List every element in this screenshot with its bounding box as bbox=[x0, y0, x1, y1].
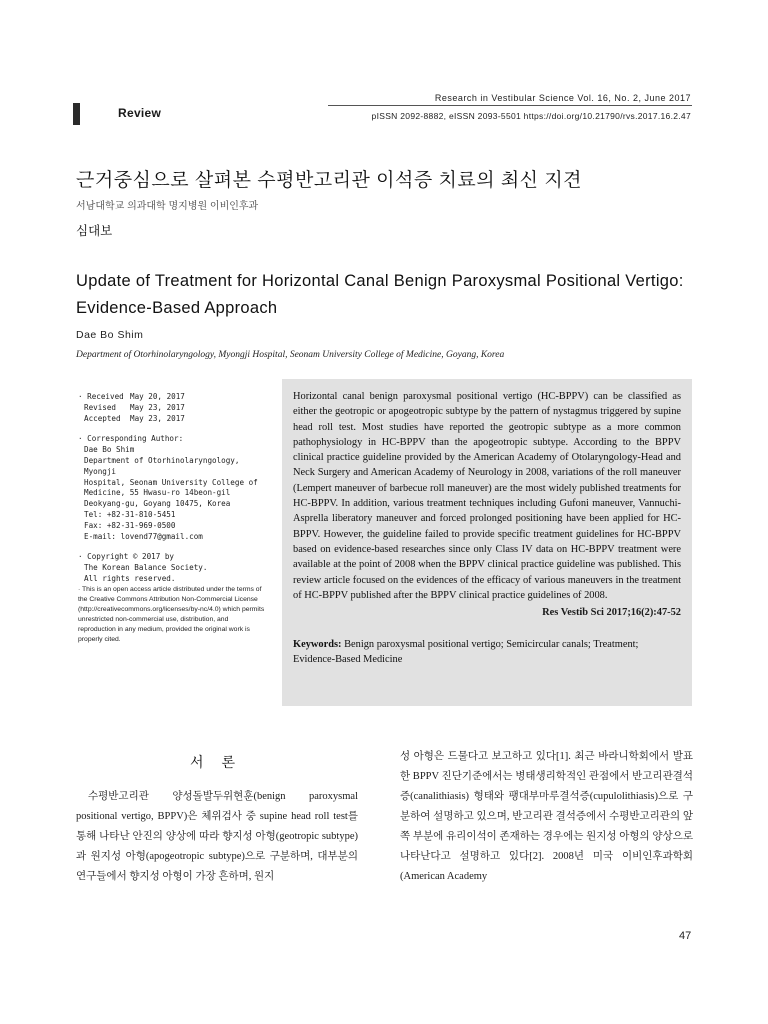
corresponding-tel: Tel: +82-31-810-5451 bbox=[84, 509, 176, 519]
korean-title: 근거중심으로 살펴본 수평반고리관 이석증 치료의 최신 지견 bbox=[76, 170, 583, 191]
revised-date: May 23, 2017 bbox=[130, 402, 185, 412]
english-author: Dae Bo Shim bbox=[76, 329, 144, 341]
section-marker-bar bbox=[73, 103, 80, 125]
section-heading: 서론 bbox=[190, 754, 254, 770]
received-date: May 20, 2017 bbox=[130, 392, 185, 401]
corresponding-address: Medicine, 55 Hwasu-ro 14beon-gil bbox=[84, 488, 231, 498]
korean-affiliation: 서남대학교 의과대학 명지병원 이비인후과 bbox=[76, 201, 259, 212]
received-label: · Received bbox=[78, 392, 124, 401]
corresponding-name: Dae Bo Shim bbox=[84, 445, 135, 455]
body-left-column: 수평반고리관 양성돌발두위현훈(benign paroxysmal positional vertigo, BPPV)은 체위검사 중 supine head roll test를 통해 나타난 안진의 양상에 따라 향지성 아형(geotropic subtype)과 원지성 아형(apogeotropic subtype)으로 구분하며, 대부분의 연구들에서 향지성 아형이 가장 흔하며, 원지 bbox=[76, 791, 358, 882]
copyright-line: · Copyright © 2017 by bbox=[78, 552, 175, 562]
corresponding-address: Hospital, Seonam University College of bbox=[84, 477, 258, 487]
section-label: Review bbox=[118, 106, 162, 120]
citation: Res Vestib Sci 2017;16(2):47-52 bbox=[542, 607, 681, 619]
keywords-list: Benign paroxysmal positional vertigo; Semicircular canals; Treatment; Evidence-Based Medicine bbox=[293, 639, 639, 666]
issn-doi: pISSN 2092-8882, eISSN 2093-5501 https://doi.org/10.21790/rvs.2017.16.2.47 bbox=[371, 111, 691, 121]
header-divider bbox=[328, 105, 692, 106]
license-text: · This is an open access article distributed under the terms of the Creative Commons Attribution Non-Commercial License (http://creativecommons.org/licenses/by-nc/4.0) which permits unrestricted non-commercial use, distribution, and reproduction in any medium, provided the original work is properly cited. bbox=[78, 585, 265, 643]
corresponding-email: E-mail: lovend77@gmail.com bbox=[84, 531, 203, 541]
journal-info: Research in Vestibular Science Vol. 16, No. 2, June 2017 bbox=[434, 93, 691, 103]
english-affiliation: Department of Otorhinolaryngology, Myongji Hospital, Seonam University College of Medicine, Goyang, Korea bbox=[76, 350, 505, 360]
accepted-date: May 23, 2017 bbox=[130, 413, 185, 423]
page-number: 47 bbox=[679, 930, 692, 942]
english-title: Update of Treatment for Horizontal Canal Benign Paroxysmal Positional Vertigo: Evidence-Based Approach bbox=[76, 272, 684, 317]
article-dates bbox=[78, 392, 268, 424]
corresponding-heading: · Corresponding Author: bbox=[78, 434, 184, 444]
copyright-block bbox=[78, 552, 268, 644]
corresponding-author bbox=[78, 434, 268, 542]
keywords bbox=[293, 637, 681, 668]
accepted-label: Accepted bbox=[84, 413, 121, 423]
copyright-line: The Korean Balance Society. bbox=[84, 563, 208, 573]
abstract-text: Horizontal canal benign paroxysmal positional vertigo (HC-BPPV) can be classified as either the geotropic or apogeotropic subtype by the pattern of nystagmus triggered by supine head roll test. Most studies have reported the geotropic subtype as a more common pathophysiology in HC-BPPV than the apogeotropic subtype. According to the BPPV clinical practice guideline provided by the American Academy of Otolaryngology-Head and Neck Surgery and American Academy of Neurology in 2008, variations of the roll maneuver (Lempert maneuver of barbecue roll maneuver) are the most widely published treatments for HC-BPPV. In addition, various treatment techniques including Gufoni maneuver, Vannuchi-Asprella liberatory maneuver and forced prolonged positioning have been applied for HC-BPPV. However, the guideline failed to provide specific treatment guidelines for HC-BPPV based on evidence-based researches since only Class IV data on HC-BPPV treatment were available at the point of 2008 when the BPPV clinical practice guideline was published. This review article focused on the evidences of the efficacy of various maneuvers in the treatment of HC-BPPV published after the BPPV clinical practice guidelines of 2008. bbox=[293, 391, 681, 601]
corresponding-address: Deokyang-gu, Goyang 10475, Korea bbox=[84, 499, 231, 509]
korean-author: 심대보 bbox=[76, 224, 113, 238]
article-info bbox=[78, 392, 268, 655]
keywords-label: Keywords: bbox=[293, 639, 342, 651]
corresponding-address: Department of Otorhinolaryngology, Myongji bbox=[84, 455, 240, 476]
copyright-line: All rights reserved. bbox=[84, 573, 176, 583]
corresponding-fax: Fax: +82-31-969-0500 bbox=[84, 520, 176, 530]
revised-label: Revised bbox=[84, 402, 117, 412]
abstract-box bbox=[282, 379, 692, 706]
body-right-column: 성 아형은 드물다고 보고하고 있다[1]. 최근 바라니학회에서 발표한 BPPV 진단기준에서는 병태생리학적인 관점에서 반고리관결석증(canalithiasis) 형태와 팽대부마루결석증(cupulolithiasis)으로 구분하여 설명하고 있으며, 반고리관 결석증에서 수평반고리관의 앞쪽 부분에 유리이석이 존재하는 경우에는 원지성 아형의 양상으로 나타난다고 설명하고 있다[2]. 2008년 미국 이비인후과학회(American Academy bbox=[400, 751, 693, 882]
